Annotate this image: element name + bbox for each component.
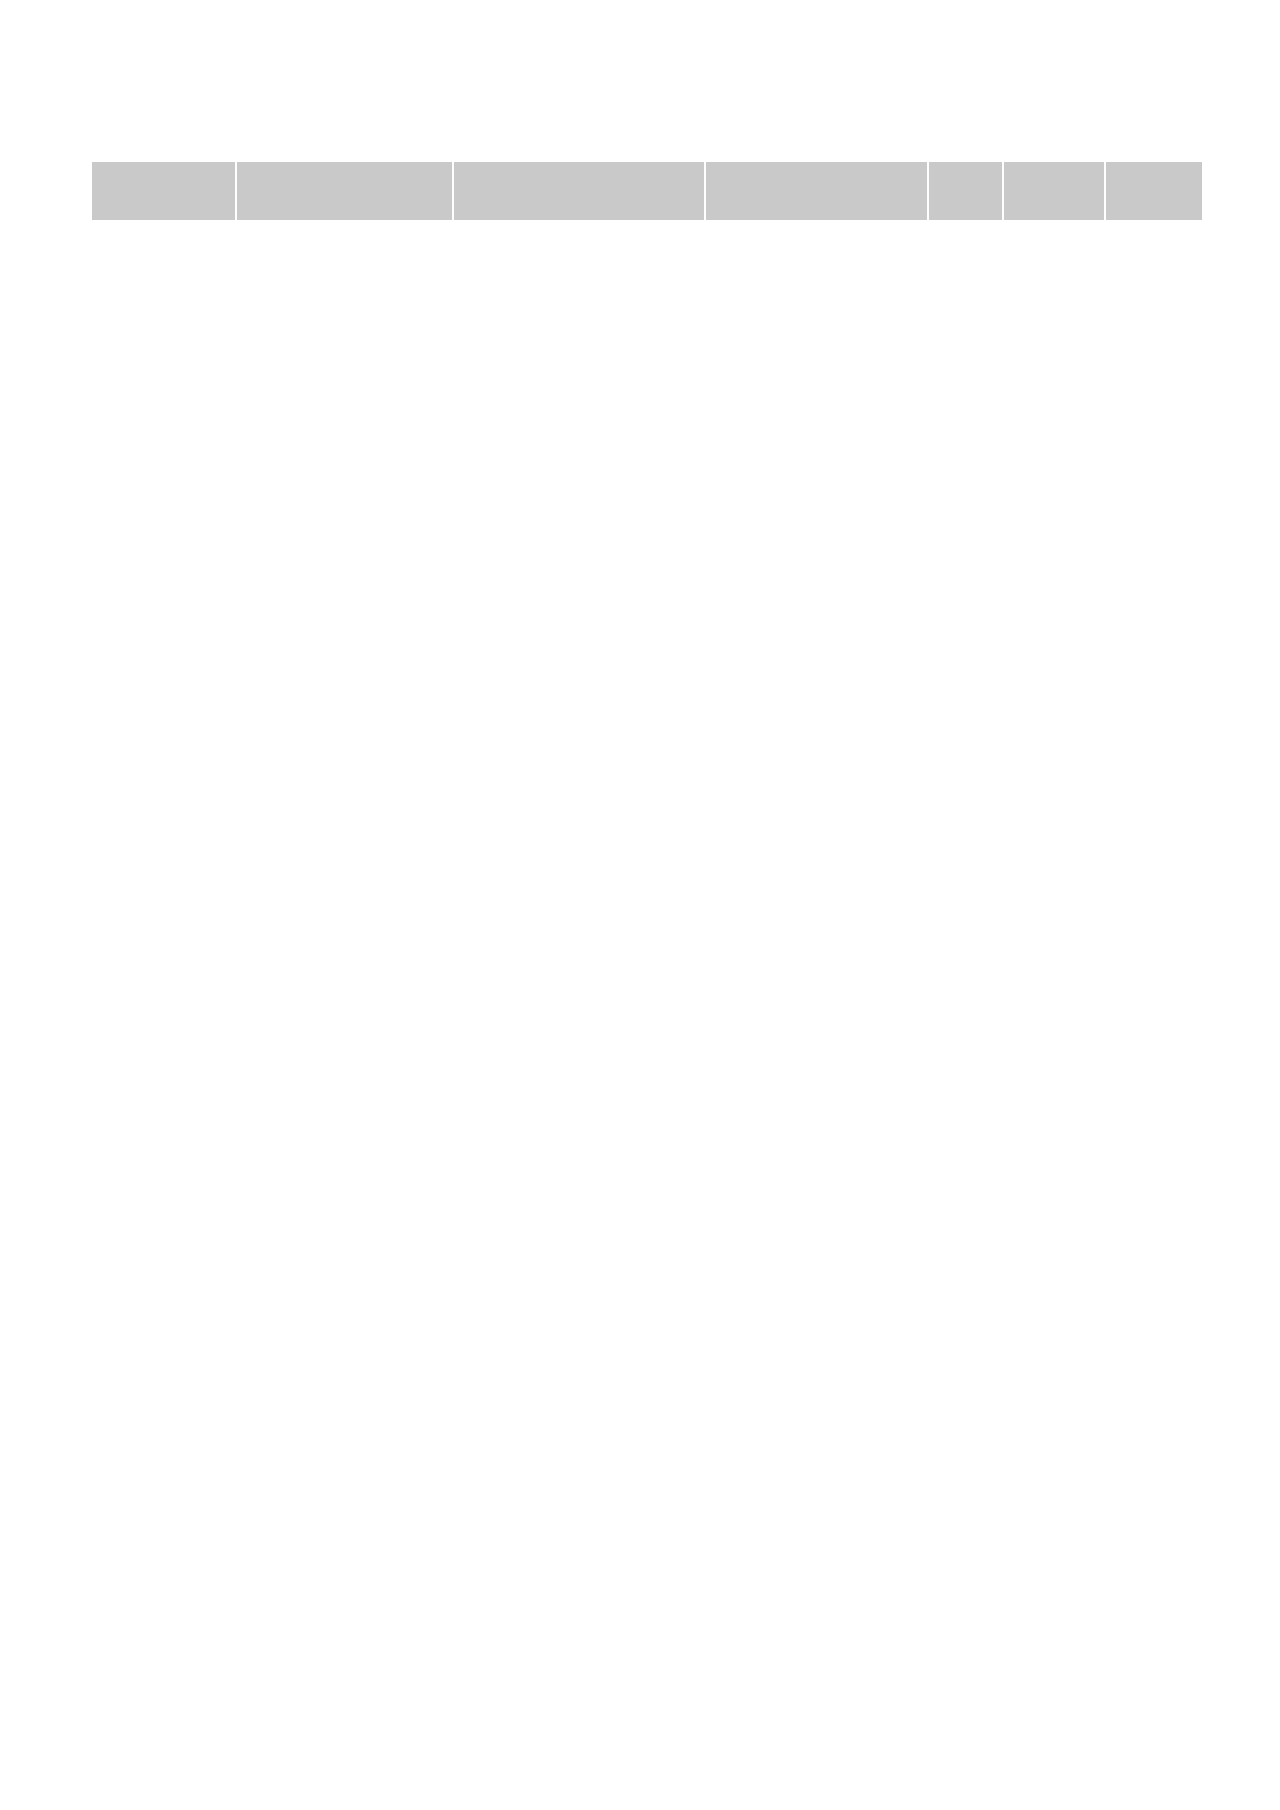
product-table [92, 162, 1202, 1714]
col-header-fire-rating [1106, 162, 1202, 220]
col-header-product-picture [237, 162, 452, 220]
col-header-cross-section [706, 162, 927, 220]
col-header-product-name [454, 162, 704, 220]
col-header-category [92, 162, 235, 220]
col-header-ep-rating [1004, 162, 1104, 220]
col-header-length [929, 162, 1002, 220]
